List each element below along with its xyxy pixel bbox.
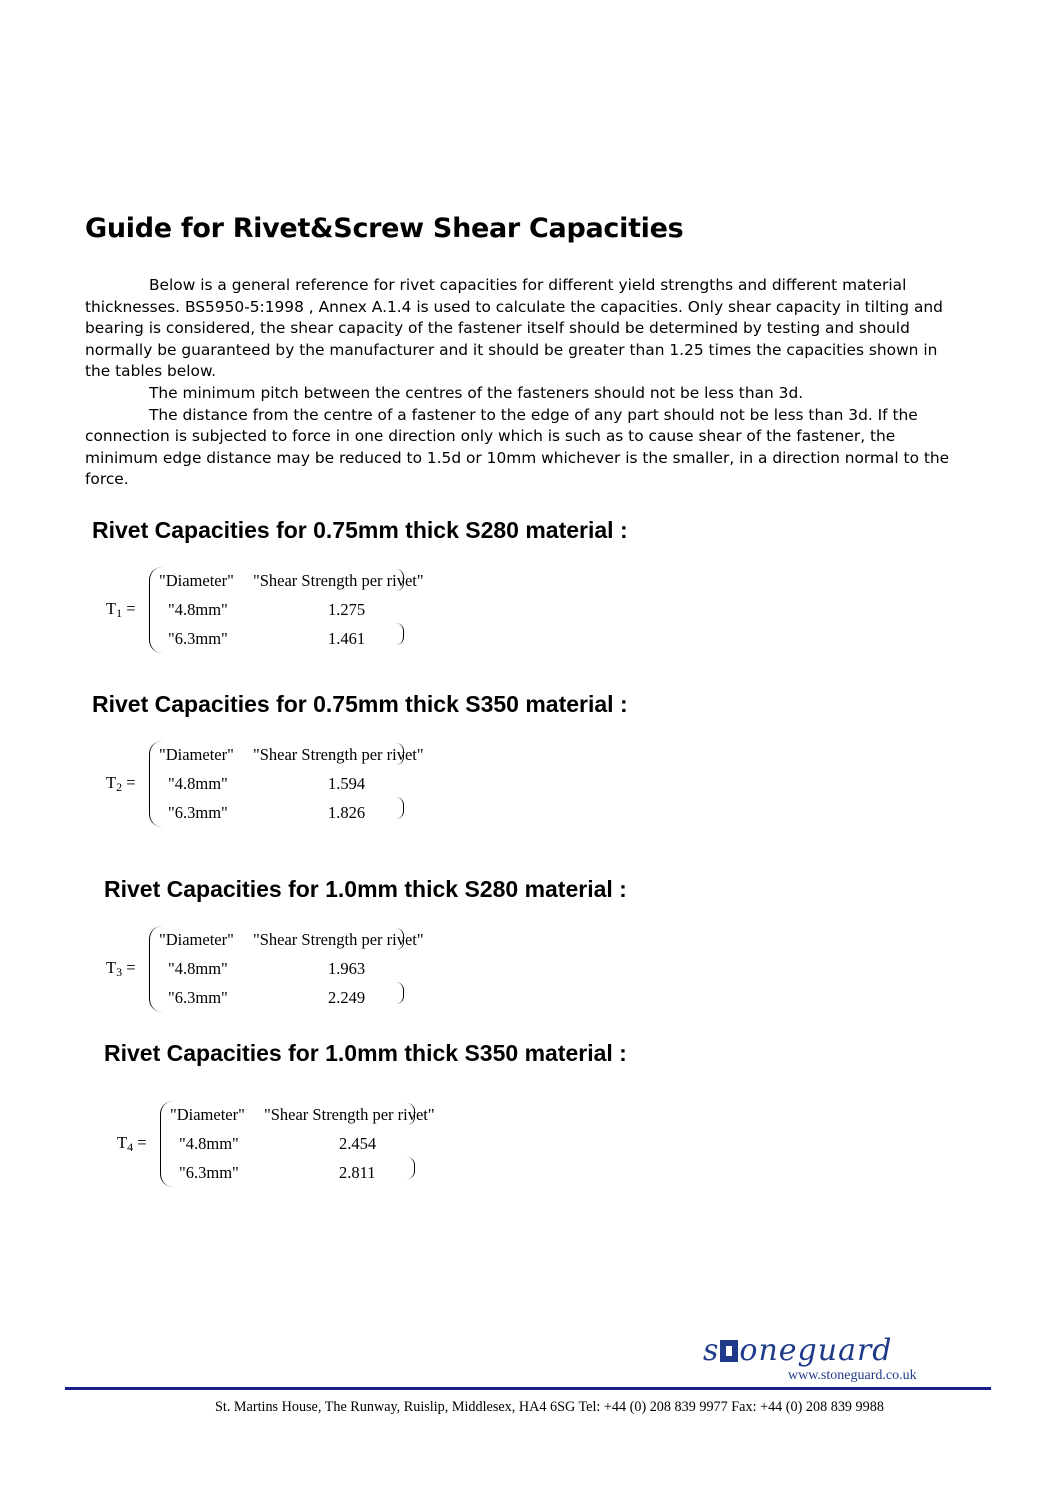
diameter-cell: "6.3mm" bbox=[168, 629, 228, 648]
diameter-cell: "4.8mm" bbox=[168, 600, 228, 619]
paragraph: The minimum pitch between the centres of the fasteners should not be less than 3d. bbox=[149, 383, 804, 402]
section-heading: Rivet Capacities for 1.0mm thick S280 material : bbox=[104, 876, 627, 902]
page-title: Guide for Rivet&Screw Shear Capacities bbox=[85, 213, 684, 244]
right-bracket bbox=[407, 1157, 415, 1179]
header-cell: "Shear Strength per rivet" bbox=[253, 930, 424, 949]
footer-divider bbox=[65, 1387, 991, 1390]
header-cell: "Shear Strength per rivet" bbox=[253, 571, 424, 590]
matrix-label: $T_2$ = bbox=[106, 773, 136, 794]
strength-cell: 1.594 bbox=[328, 774, 366, 793]
capacity-matrix bbox=[106, 926, 426, 1016]
matrix-label: $T_1$ = bbox=[106, 599, 136, 620]
section-heading: Rivet Capacities for 0.75mm thick S280 material : bbox=[92, 517, 628, 543]
paragraph: The distance from the centre of a fastener to the edge of any part should not be less than 3d. If the connection is subjected to force in one direction only which is such as to cause shear of the fastener, the minimum edge distance may be reduced to 1.5d or 10mm whichever is the smaller, in a direction normal to the force. bbox=[85, 405, 950, 489]
diameter-cell: "4.8mm" bbox=[168, 959, 228, 978]
right-bracket bbox=[396, 623, 404, 645]
header-cell: "Diameter" bbox=[159, 571, 234, 590]
strength-cell: 1.826 bbox=[328, 803, 366, 822]
header-cell: "Shear Strength per rivet" bbox=[253, 745, 424, 764]
section-heading: Rivet Capacities for 0.75mm thick S350 material : bbox=[92, 691, 628, 717]
matrix-label: $T_3$ = bbox=[106, 958, 136, 979]
diameter-cell: "6.3mm" bbox=[168, 988, 228, 1007]
right-bracket bbox=[396, 982, 404, 1004]
diameter-cell: "6.3mm" bbox=[168, 803, 228, 822]
matrix-label: $T_4$ = bbox=[117, 1133, 147, 1154]
stoneguard-logo: s oneguard bbox=[703, 1333, 893, 1368]
section-heading: Rivet Capacities for 1.0mm thick S350 material : bbox=[104, 1040, 627, 1066]
right-bracket bbox=[396, 797, 404, 819]
header-cell: "Diameter" bbox=[159, 930, 234, 949]
header-cell: "Diameter" bbox=[170, 1105, 245, 1124]
strength-cell: 2.249 bbox=[328, 988, 366, 1007]
strength-cell: 2.811 bbox=[339, 1163, 376, 1182]
intro-text bbox=[85, 275, 955, 491]
header-cell: "Diameter" bbox=[159, 745, 234, 764]
website-link[interactable]: www.stoneguard.co.uk bbox=[788, 1368, 917, 1383]
capacity-matrix bbox=[106, 567, 426, 657]
diameter-cell: "4.8mm" bbox=[168, 774, 228, 793]
header-cell: "Shear Strength per rivet" bbox=[264, 1105, 435, 1124]
diameter-cell: "4.8mm" bbox=[179, 1134, 239, 1153]
footer-address: St. Martins House, The Runway, Ruislip, Middlesex, HA4 6SG Tel: +44 (0) 208 839 9977 Fax: +44 (0) 208 839 9988 bbox=[215, 1399, 884, 1415]
strength-cell: 1.461 bbox=[328, 629, 366, 648]
tower-icon bbox=[720, 1340, 738, 1362]
strength-cell: 2.454 bbox=[339, 1134, 377, 1153]
diameter-cell: "6.3mm" bbox=[179, 1163, 239, 1182]
capacity-matrix bbox=[106, 741, 426, 831]
capacity-matrix bbox=[117, 1101, 437, 1191]
strength-cell: 1.963 bbox=[328, 959, 366, 978]
paragraph: Below is a general reference for rivet capacities for different yield strengths and different material thicknesses. BS5950-5:1998 , Annex A.1.4 is used to calculate the capacities. Only shear capacity in tilting and bearing is considered, the shear capacity of the fastener itself should be determined by testing and should normally be guaranteed by the manufacturer and it should be greater than 1.25 times the capacities shown in the tables below. bbox=[85, 276, 943, 381]
strength-cell: 1.275 bbox=[328, 600, 366, 619]
